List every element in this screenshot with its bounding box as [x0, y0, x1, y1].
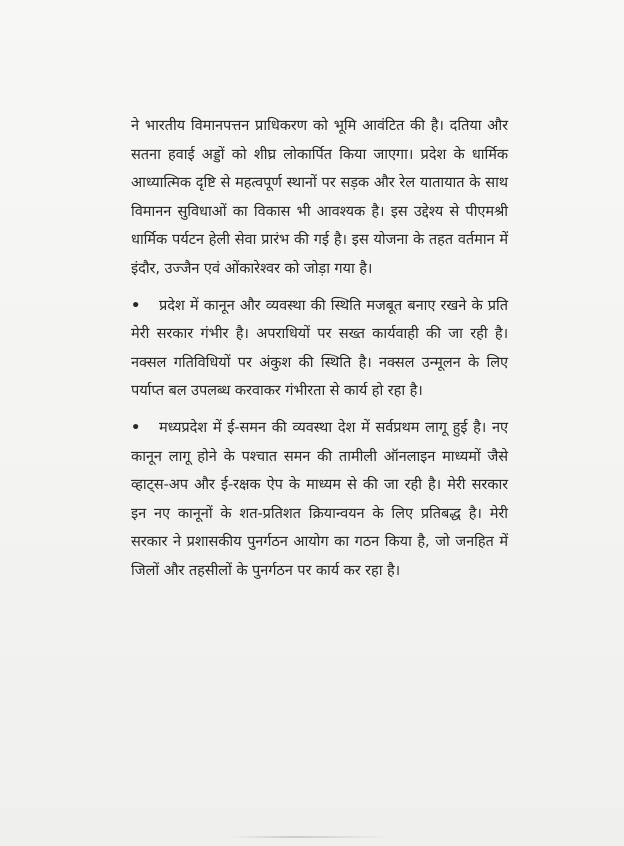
paragraph-text: ने भारतीय विमानपत्तन प्राधिकरण को भूमि आवंटित की है। दतिया और सतना हवाई अड्डों को शीघ्र लोकार्पित किया जाएगा। प्रदेश के धार्मिक आध्यात्मिक दृष्टि से महत्वपूर्ण स्थानों पर सड़क और रेल यातायात के साथ विमानन सुविधाओं का विकास भी आवश्यक है। इस उद्देश्य से पीएमश्री धार्मिक पर्यटन हेली सेवा प्रारंभ की गई है। इस योजना के तहत वर्तमान में इंदौर, उज्जैन एवं ओंकारेश्वर को जोड़ा गया है।: [131, 117, 508, 277]
paragraph-e-summons: [131, 414, 508, 586]
paragraph-text: प्रदेश में कानून और व्यवस्था की स्थिति मजबूत बनाए रखने के प्रति मेरी सरकार गंभीर है। अपराधियों पर सख्त कार्यवाही की जा रही है। नक्सल गतिविधियों पर अंकुश की स्थिति है। नक्सल उन्मूलन के लिए पर्याप्त बल उपलब्ध करवाकर गंभीरता से कार्य हो रहा है।: [131, 296, 508, 400]
bullet-marker: •: [131, 418, 141, 436]
paragraph-text: मध्यप्रदेश में ई-समन की व्यवस्था देश में सर्वप्रथम लागू हुई है। नए कानून लागू होने के पश्चात समन की तामीली ऑनलाइन माध्यमों जैसे व्हाट्स-अप और ई-रक्षक ऐप के माध्यम से की जा रही है। मेरी सरकार इन नए कानूनों के शत-प्रतिशत क्रियान्वयन के लिए प्रतिबद्ध है। मेरी सरकार ने प्रशासकीय पुनर्गठन आयोग का गठन किया है, जो जनहित में जिलों और तहसीलों के पुनर्गठन पर कार्य कर रहा है।: [131, 418, 508, 579]
paragraph-law-order: [131, 292, 508, 406]
paragraph-aviation: [131, 112, 508, 284]
scan-edge-mark: [230, 836, 390, 838]
document-body: [131, 112, 508, 594]
bullet-marker: •: [131, 296, 141, 314]
